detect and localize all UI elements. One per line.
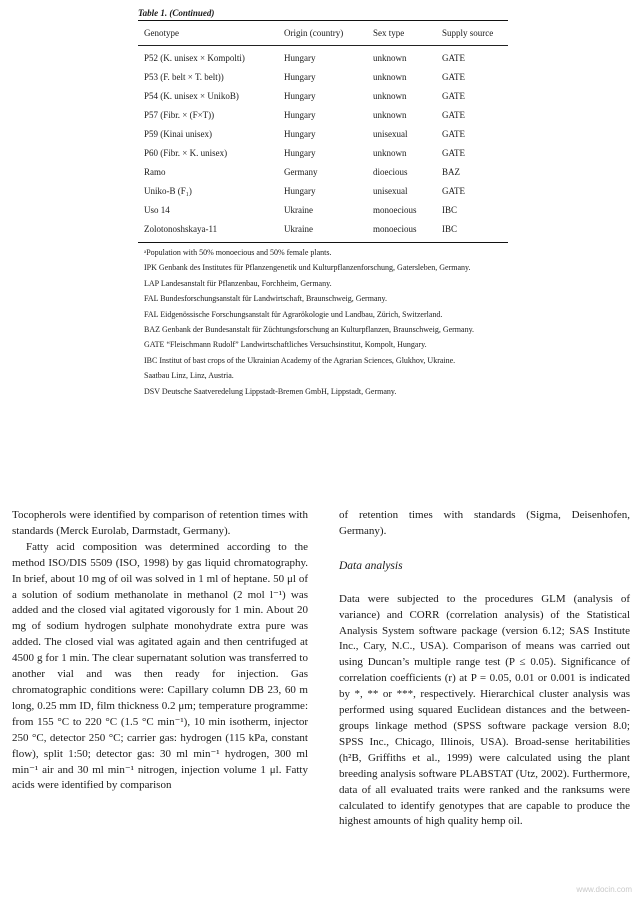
paragraph-retention-times: of retention times with standards (Sigma, Deisenhofen, Germany).: [339, 509, 630, 537]
origin-cell: Hungary: [284, 148, 316, 158]
sex-type-cell: unknown: [373, 91, 407, 101]
table-footnote: BAZ Genbank der Bundesanstalt für Züchtungsforschung an Kulturpflanzen, Braunschweig, Germany.: [144, 325, 475, 335]
table-body: [138, 46, 508, 242]
table-footnote: FAL Eidgenössische Forschungsanstalt für Agrarökologie und Landbau, Zürich, Switzerland.: [144, 309, 443, 319]
sex-type-cell: unisexual: [373, 129, 408, 139]
supply-source-cell: GATE: [442, 186, 465, 196]
paragraph-fatty-acid: Fatty acid composition was determined according to the method ISO/DIS 5509 (ISO, 1998) by gas liquid chromatography. In brief, about 10 mg of oil was solved in 1 ml of heptane. 50 μl of a solution of sodium methanolate in methanol (2 mol l⁻¹) was added and the closed vial agitated vigorously for 1 min. About 20 mg of sodium hydrogen sulphate monohydrate extra pure was added. The closed vial was agitated again and then centrifuged at 4500 g for 1 min. The clear supernatant solution was transferred to another vial and was then ready for injection. Gas chromatographic conditions were: Capillary column DB 23, 60 m long, 0.25 mm ID, film thickness 0.2 μm; temperature programme: from 155 °C to 220 °C (1.5 °C min⁻¹), 10 min isotherm, injector 250 °C, detector 250 °C; carrier gas: hydrogen (115 kPa, constant flow), split 1:50; detector gas: 30 ml min⁻¹ hydrogen, 300 ml min⁻¹ air and 30 ml min⁻¹ nitrogen, injection volume 1 μl. Fatty acids were identified by comparison: [12, 540, 308, 792]
table-bottom-rule: [138, 242, 508, 243]
sex-type-cell: unknown: [373, 72, 407, 82]
origin-cell: Germany: [284, 167, 318, 177]
supply-source-cell: GATE: [442, 148, 465, 158]
sex-type-cell: monoecious: [373, 224, 417, 234]
column-header-sex-type: Sex type: [373, 28, 405, 38]
origin-cell: Hungary: [284, 110, 316, 120]
genotype-cell: P57 (Fibr. × (F×T)): [144, 110, 215, 120]
table-row: [138, 144, 508, 163]
table-block: [138, 6, 508, 401]
genotype-cell: Ramo: [144, 167, 166, 177]
sex-type-cell: unisexual: [373, 186, 408, 196]
paragraph-data-analysis: Data were subjected to the procedures GLM (analysis of variance) and CORR (correlation analysis) of the Statistical Analysis System software package (version 6.12; SAS Institute Inc., Cary, N.C., USA). Comparison of means was carried out using Duncan’s multiple range test (P ≤ 0.05). Significance of correlation coefficients (r) at P = 0.05, 0.01 or 0.001 is indicated by *, ** or ***, respectively. Hierarchical cluster analysis was performed using squared Euclidean distances and the between-groups linkage method (SPSS software package version 8.0; SPSS Inc., Chicago, Illinois, USA). Broad-sense heritabilities (h²B, Griffiths et al., 1999) were calculated using the plant breeding analysis software PLABSTAT (Utz, 2002). Furthermore, data of all evaluated traits were ranked and the ranksums were calculated to identify genotypes that are capable to produce the highest amounts of high quality hemp oil.: [339, 592, 630, 828]
table-row: [138, 220, 508, 239]
table-footnote: FAL Bundesforschungsanstalt für Landwirtschaft, Braunschweig, Germany.: [144, 294, 387, 304]
table-row: [138, 68, 508, 87]
sex-type-cell: unknown: [373, 148, 407, 158]
table-footnote: GATE “Fleischmann Rudolf” Landwirtschaftliches Versuchsinstitut, Kompolt, Hungary.: [144, 340, 427, 350]
origin-cell: Hungary: [284, 53, 316, 63]
origin-cell: Hungary: [284, 91, 316, 101]
genotype-cell: P60 (Fibr. × K. unisex): [144, 148, 228, 158]
origin-cell: Ukraine: [284, 224, 313, 234]
watermark: www.docin.com: [576, 885, 632, 894]
supply-source-cell: GATE: [442, 53, 465, 63]
table-footnotes: [138, 247, 508, 398]
table-row: [138, 87, 508, 106]
supply-source-cell: GATE: [442, 129, 465, 139]
left-text-column: [12, 508, 308, 794]
sex-type-cell: dioecious: [373, 167, 408, 177]
supply-source-cell: GATE: [442, 91, 465, 101]
column-header-supply-source: Supply source: [442, 28, 494, 38]
supply-source-cell: GATE: [442, 110, 465, 120]
genotype-cell: P53 (F. belt × T. belt)): [144, 72, 224, 82]
right-text-column: [339, 508, 630, 830]
supply-source-cell: GATE: [442, 72, 465, 82]
supply-source-cell: BAZ: [442, 167, 460, 177]
genotype-cell: P59 (Kinai unisex): [144, 129, 212, 139]
genotype-cell: Uso 14: [144, 205, 170, 215]
table-row: [138, 125, 508, 144]
table-footnote: IBC Institut of bast crops of the Ukrainian Academy of the Agrarian Sciences, Glukhov, Ukraine.: [144, 355, 456, 365]
sex-type-cell: unknown: [373, 110, 407, 120]
table-footnote: Saatbau Linz, Linz, Austria.: [144, 371, 234, 381]
table-row: [138, 182, 508, 201]
genotype-cell: P52 (K. unisex × Kompolti): [144, 53, 245, 63]
table-caption: Table 1. (Continued): [138, 8, 215, 18]
table-header-row: [138, 21, 508, 45]
table-row: [138, 49, 508, 68]
column-header-origin: Origin (country): [284, 28, 344, 38]
sex-type-cell: unknown: [373, 53, 407, 63]
table-row: [138, 201, 508, 220]
table-footnote: DSV Deutsche Saatveredelung Lippstadt-Bremen GmbH, Lippstadt, Germany.: [144, 386, 397, 396]
table-row: [138, 106, 508, 125]
section-heading-data-analysis: Data analysis: [339, 559, 403, 572]
table-footnote: LAP Landesanstalt für Pflanzenbau, Forchheim, Germany.: [144, 278, 332, 288]
supply-source-cell: IBC: [442, 205, 458, 215]
genotype-cell: P54 (K. unisex × UnikoB): [144, 91, 239, 101]
table-row: [138, 163, 508, 182]
origin-cell: Ukraine: [284, 205, 313, 215]
supply-source-cell: IBC: [442, 224, 458, 234]
origin-cell: Hungary: [284, 186, 316, 196]
origin-cell: Hungary: [284, 72, 316, 82]
genotype-cell: Uniko-B (F₁): [144, 186, 192, 196]
table-footnote: IPK Genbank des Institutes für Pflanzengenetik und Kulturpflanzenforschung, Gatersleben, Germany.: [144, 263, 471, 273]
sex-type-cell: monoecious: [373, 205, 417, 215]
table-footnote: ᵃPopulation with 50% monoecious and 50% female plants.: [144, 248, 332, 257]
origin-cell: Hungary: [284, 129, 316, 139]
column-header-genotype: Genotype: [144, 28, 179, 38]
paragraph-tocopherols: Tocopherols were identified by comparison of retention times with standards (Merck Eurolab, Darmstadt, Germany).: [12, 509, 308, 537]
genotype-cell: Zolotonoshskaya-11: [144, 224, 218, 234]
